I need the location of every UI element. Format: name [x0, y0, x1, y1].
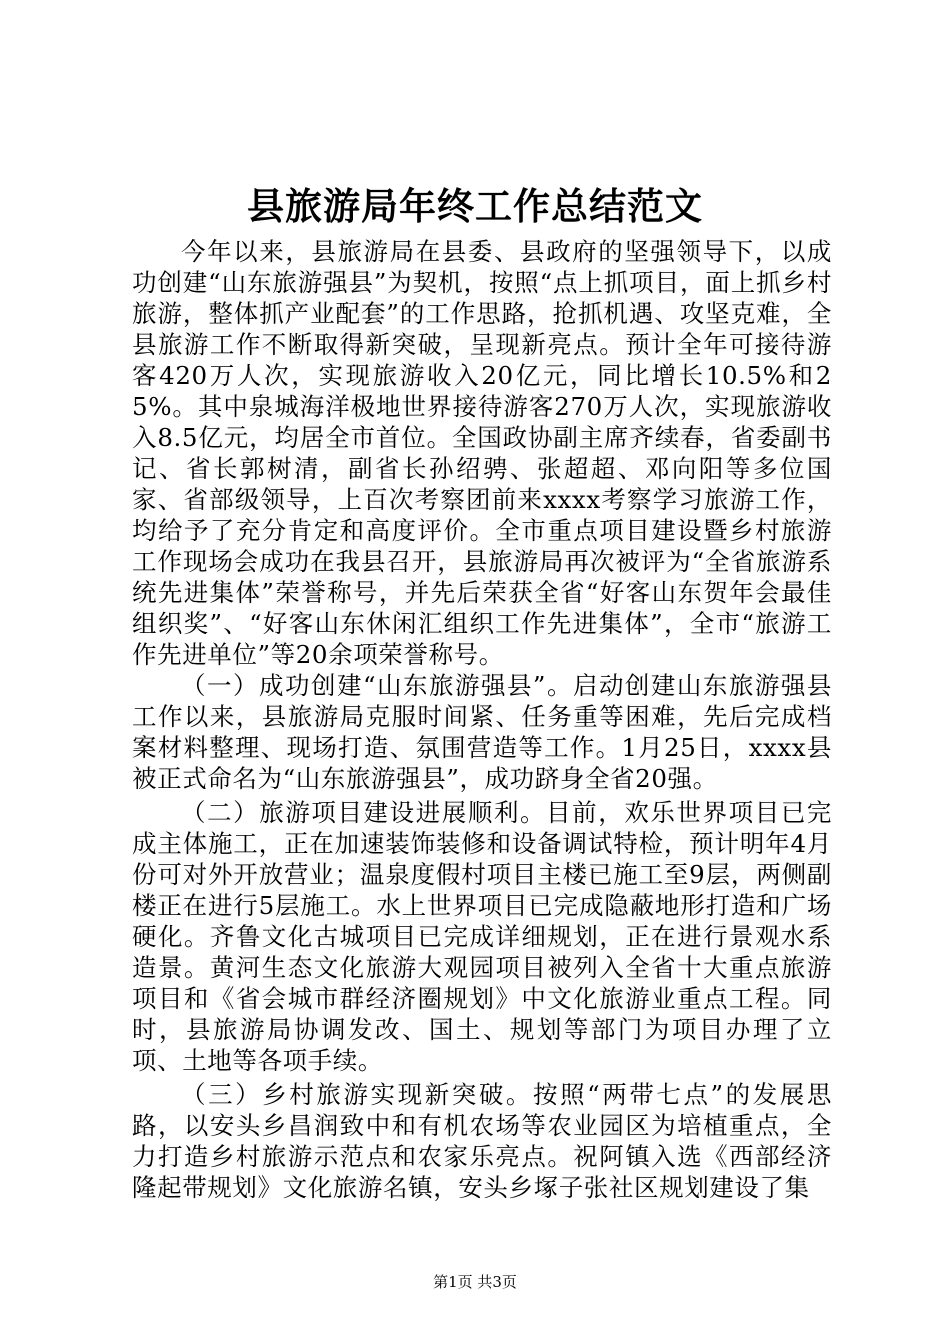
paragraph-section-3: （三）乡村旅游实现新突破。按照“两带七点”的发展思路，以安头乡昌润致中和有机农场等农业园区为培植重点，全力打造乡村旅游示范点和农家乐亮点。祝阿镇入选《西部经济隆起带规划》文化旅游名镇，安头乡塚子张社区规划建设了集	[132, 1080, 832, 1202]
paragraph-intro: 今年以来，县旅游局在县委、县政府的坚强领导下，以成功创建“山东旅游强县”为契机，按照“点上抓项目，面上抓乡村旅游，整体抓产业配套”的工作思路，抢抓机遇、攻坚克难，全县旅游工作不断取得新突破，呈现新亮点。预计全年可接待游客420万人次，实现旅游收入20亿元，同比增长10.5%和25%。其中泉城海洋极地世界接待游客270万人次，实现旅游收入8.5亿元，均居全市首位。全国政协副主席齐续春，省委副书记、省长郭树清，副省长孙绍骋、张超超、邓向阳等多位国家、省部级领导，上百次考察团前来xxxx考察学习旅游工作，均给予了充分肯定和高度评价。全市重点项目建设暨乡村旅游工作现场会成功在我县召开，县旅游局再次被评为“全省旅游系统先进集体”荣誉称号，并先后荣获全省“好客山东贺年会最佳组织奖”、“好客山东休闲汇组织工作先进集体”，全市“旅游工作先进单位”等20余项荣誉称号。	[132, 237, 832, 669]
paragraph-section-1: （一）成功创建“山东旅游强县”。启动创建山东旅游强县工作以来，县旅游局克服时间紧、任务重等困难，先后完成档案材料整理、现场打造、氛围营造等工作。1月25日，xxxx县被正式命名为“山东旅游强县”，成功跻身全省20强。	[132, 671, 832, 793]
page-number-footer: 第1页 共3页	[433, 1273, 517, 1291]
document-body	[132, 236, 832, 1203]
paragraph-section-2: （二）旅游项目建设进展顺利。目前，欢乐世界项目已完成主体施工，正在加速装饰装修和设备调试特检，预计明年4月份可对外开放营业；温泉度假村项目主楼已施工至9层，两侧副楼正在进行5层施工。水上世界项目已完成隐蔽地形打造和广场硬化。齐鲁文化古城项目已完成详细规划，正在进行景观水系造景。黄河生态文化旅游大观园项目被列入全省十大重点旅游项目和《省会城市群经济圈规划》中文化旅游业重点工程。同时，县旅游局协调发改、国土、规划等部门为项目办理了立项、土地等各项手续。	[132, 798, 832, 1075]
document-title: 县旅游局年终工作总结范文	[247, 184, 703, 228]
